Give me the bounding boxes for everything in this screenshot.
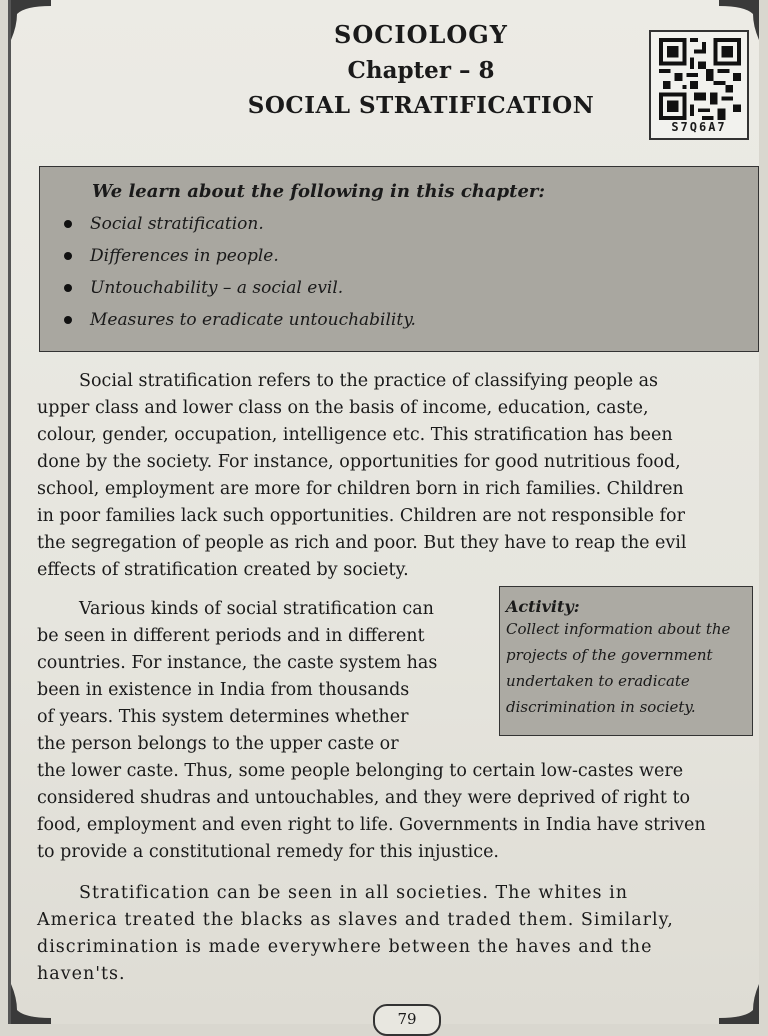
text-line: colour, gender, occupation, intelligence etc. This stratification has been	[37, 425, 673, 445]
text-line: Stratification can be seen in all societies. The whites in	[79, 883, 628, 903]
paragraph-societies	[37, 880, 763, 988]
text-line: the segregation of people as rich and poor. But they have to reap the evil	[37, 533, 687, 553]
text-line: in poor families lack such opportunities. Children are not responsible for	[37, 506, 685, 526]
text-line: Various kinds of social stratification can	[79, 599, 434, 619]
text-line: Social stratification refers to the practice of classifying people as	[79, 371, 659, 391]
subject-title: SOCIOLOGY	[334, 20, 508, 49]
text-line: of years. This system determines whether	[37, 707, 409, 727]
bullet-icon	[64, 284, 72, 292]
text-line: be seen in different periods and in different	[37, 626, 425, 646]
corner-ornament-icon	[11, 0, 51, 40]
book-page	[8, 0, 759, 1028]
learning-objectives-heading: We learn about the following in this chapter:	[92, 181, 546, 202]
text-line: effects of stratification created by society.	[37, 560, 409, 580]
text-line: the person belongs to the upper caste or	[37, 734, 399, 754]
corner-ornament-icon	[11, 984, 51, 1024]
activity-title: Activity:	[506, 597, 580, 616]
text-line: done by the society. For instance, opportunities for good nutritious food,	[37, 452, 681, 472]
text-line: been in existence in India from thousands	[37, 680, 410, 700]
corner-ornament-icon	[719, 984, 759, 1024]
learning-objectives-list	[64, 208, 734, 336]
list-item: Untouchability – a social evil.	[64, 272, 734, 304]
text-line: discrimination is made everywhere between the haves and the	[37, 937, 653, 957]
text-line: undertaken to eradicate	[506, 672, 690, 690]
chapter-number: Chapter – 8	[347, 57, 495, 84]
text-line: upper class and lower class on the basis of income, education, caste,	[37, 398, 649, 418]
list-item: Differences in people.	[64, 240, 734, 272]
chapter-title: SOCIAL STRATIFICATION	[247, 92, 595, 119]
bullet-icon	[64, 220, 72, 228]
text-line: considered shudras and untouchables, and they were deprived of right to	[37, 788, 691, 808]
qr-code-label: S7Q6A7	[671, 120, 727, 134]
bullet-icon	[64, 252, 72, 260]
chapter-header	[201, 20, 641, 119]
text-line: school, employment are more for children born in rich families. Children	[37, 479, 684, 499]
paragraph-intro	[37, 368, 763, 584]
text-line: the lower caste. Thus, some people belonging to certain low-castes were	[37, 761, 684, 781]
text-line: to provide a constitutional remedy for this injustice.	[37, 842, 499, 862]
text-line: haven'ts.	[37, 964, 126, 984]
text-line: countries. For instance, the caste system has	[37, 653, 438, 673]
list-item: Social stratification.	[64, 208, 734, 240]
activity-text	[506, 616, 746, 720]
qr-code-box[interactable]	[649, 30, 749, 140]
learning-objectives-box	[39, 166, 759, 352]
page-number: 79	[373, 1004, 441, 1036]
activity-box	[499, 586, 753, 736]
text-line: food, employment and even right to life. Governments in India have striven	[37, 815, 706, 835]
text-line: discrimination in society.	[506, 698, 696, 716]
text-line: America treated the blacks as slaves and traded them. Similarly,	[37, 910, 674, 930]
bullet-icon	[64, 316, 72, 324]
list-item: Measures to eradicate untouchability.	[64, 304, 734, 336]
text-line: projects of the government	[506, 646, 713, 664]
text-line: Collect information about the	[506, 620, 731, 638]
qr-code-icon	[659, 38, 741, 120]
